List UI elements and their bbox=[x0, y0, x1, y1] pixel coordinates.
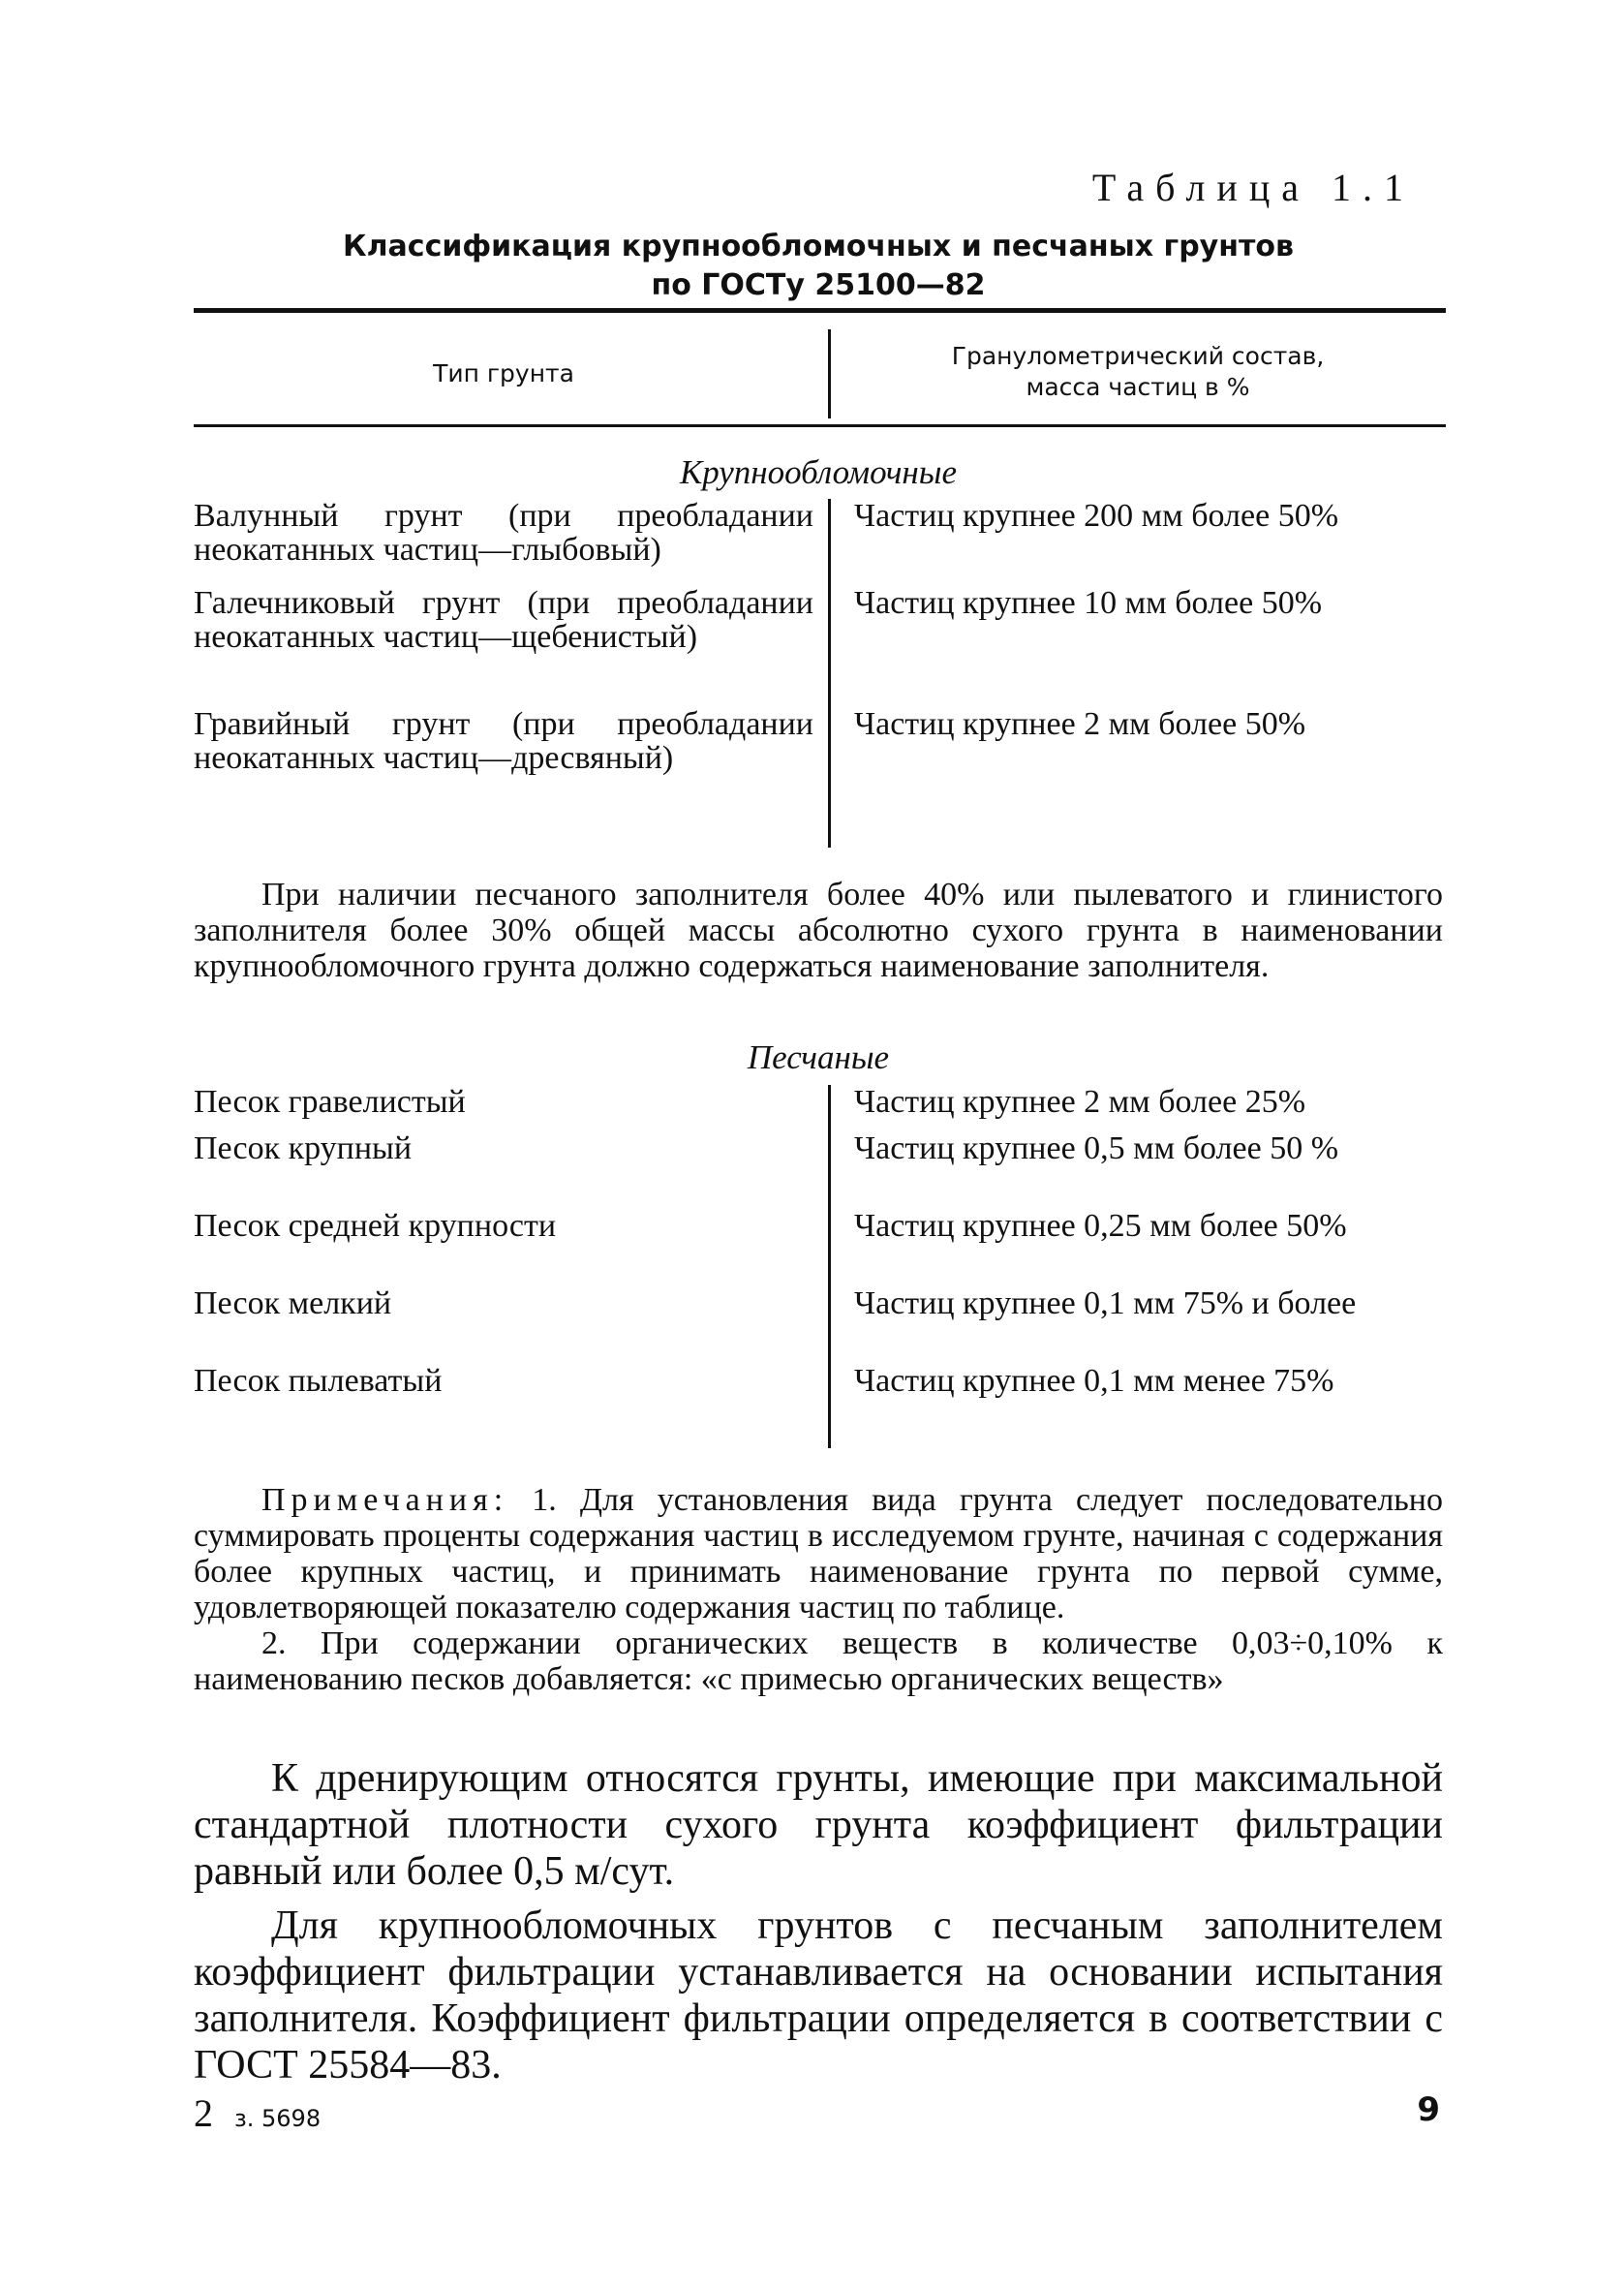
table-title-line2: по ГОСТу 25100—82 bbox=[651, 268, 986, 302]
page-number: 9 bbox=[1417, 2090, 1440, 2129]
table-row-composition: Частиц крупнее 200 мм более 50% bbox=[854, 498, 1339, 534]
table-row-soil-type: Песок мелкий bbox=[194, 1285, 392, 1321]
table-row-soil-type: Песок гравелистый bbox=[194, 1084, 466, 1120]
note-1 bbox=[194, 1482, 1443, 1625]
table-row-soil-type: Песок крупный bbox=[194, 1130, 413, 1166]
table-header-rule bbox=[194, 424, 1446, 427]
order-number: з. 5698 bbox=[234, 2105, 322, 2132]
table-label: Таблица 1.1 bbox=[1091, 166, 1415, 209]
column-divider-sand bbox=[828, 1085, 831, 1448]
column-divider-coarse bbox=[828, 499, 831, 848]
header-column-divider bbox=[828, 329, 831, 418]
table-row-soil-type: Песок средней крупности bbox=[194, 1208, 557, 1244]
body-paragraph-2: Для крупнообломочных грунтов с песчаным заполнителем коэффициент фильтрации устанавливается на основании испытания заполнителя. Коэффициент фильтрации определяется в соответствии с ГОСТ 25584—83. bbox=[194, 1903, 1443, 2088]
note-2: 2. При содержании органических веществ в количестве 0,03÷0,10% к наименованию песков добавляется: «с примесью органических веществ» bbox=[194, 1625, 1443, 1697]
interlude-paragraph bbox=[194, 877, 1443, 984]
notes-label: Примечания: bbox=[261, 1482, 509, 1518]
table-row-soil-type: Валунный грунт (при преобладании неокатанных частиц—глыбовый) bbox=[194, 498, 813, 568]
table-row-soil-type: Галечниковый грунт (при преобладании неокатанных частиц—щебенистый) bbox=[194, 585, 813, 655]
header-composition-line2: масса частиц в % bbox=[1026, 373, 1250, 401]
body-text bbox=[194, 1755, 1443, 2096]
table-title-line1: Классификация крупнообломочных и песчаных грунтов bbox=[343, 230, 1294, 263]
body-paragraph-1: К дренирующим относятся грунты, имеющие при максимальной стандартной плотности сухого грунта коэффициент фильтрации равный или более 0,5 м/сут. bbox=[194, 1756, 1443, 1894]
table-row-composition: Частиц крупнее 2 мм более 50% bbox=[854, 706, 1306, 742]
note-1-text: 1. Для установления вида грунта следует последовательно суммировать проценты содержания частиц в исследуемом грунте, начиная с содержания более крупных частиц, и принимать наименование грунта по первой сумме, удовлетворяющей показателю содержания частиц по таблице. bbox=[194, 1482, 1444, 1625]
section-title-coarse: Крупнообломочные bbox=[679, 453, 958, 491]
header-soil-type: Тип грунта bbox=[433, 359, 574, 387]
header-composition-line1: Гранулометрический состав, bbox=[951, 342, 1325, 370]
table-row-composition: Частиц крупнее 2 мм более 25% bbox=[854, 1084, 1306, 1120]
table-row-composition: Частиц крупнее 0,1 мм менее 75% bbox=[854, 1363, 1334, 1399]
table-row-composition: Частиц крупнее 10 мм более 50% bbox=[854, 585, 1323, 621]
table-title bbox=[194, 228, 1443, 305]
footer-signature bbox=[194, 2090, 321, 2136]
table-row-soil-type: Песок пылеватый bbox=[194, 1363, 443, 1399]
table-top-rule bbox=[194, 308, 1446, 313]
section-title-sand: Песчаные bbox=[747, 1038, 890, 1076]
table-row-composition: Частиц крупнее 0,1 мм 75% и более bbox=[854, 1285, 1357, 1321]
table-row-composition: Частиц крупнее 0,25 мм более 50% bbox=[854, 1208, 1347, 1244]
header-composition bbox=[833, 341, 1443, 403]
table-row-soil-type: Гравийный грунт (при преобладании неокатанных частиц—дресвяный) bbox=[194, 706, 813, 776]
table-row-composition: Частиц крупнее 0,5 мм более 50 % bbox=[854, 1130, 1339, 1166]
interlude-text: При наличии песчаного заполнителя более 40% или пылеватого и глинистого заполнителя более 30% общей массы абсолютно сухого грунта в наименовании крупнообломочного грунта должно содержаться наименование заполнителя. bbox=[194, 877, 1443, 984]
table-notes bbox=[194, 1482, 1443, 1697]
signature-mark: 2 bbox=[194, 2091, 213, 2135]
